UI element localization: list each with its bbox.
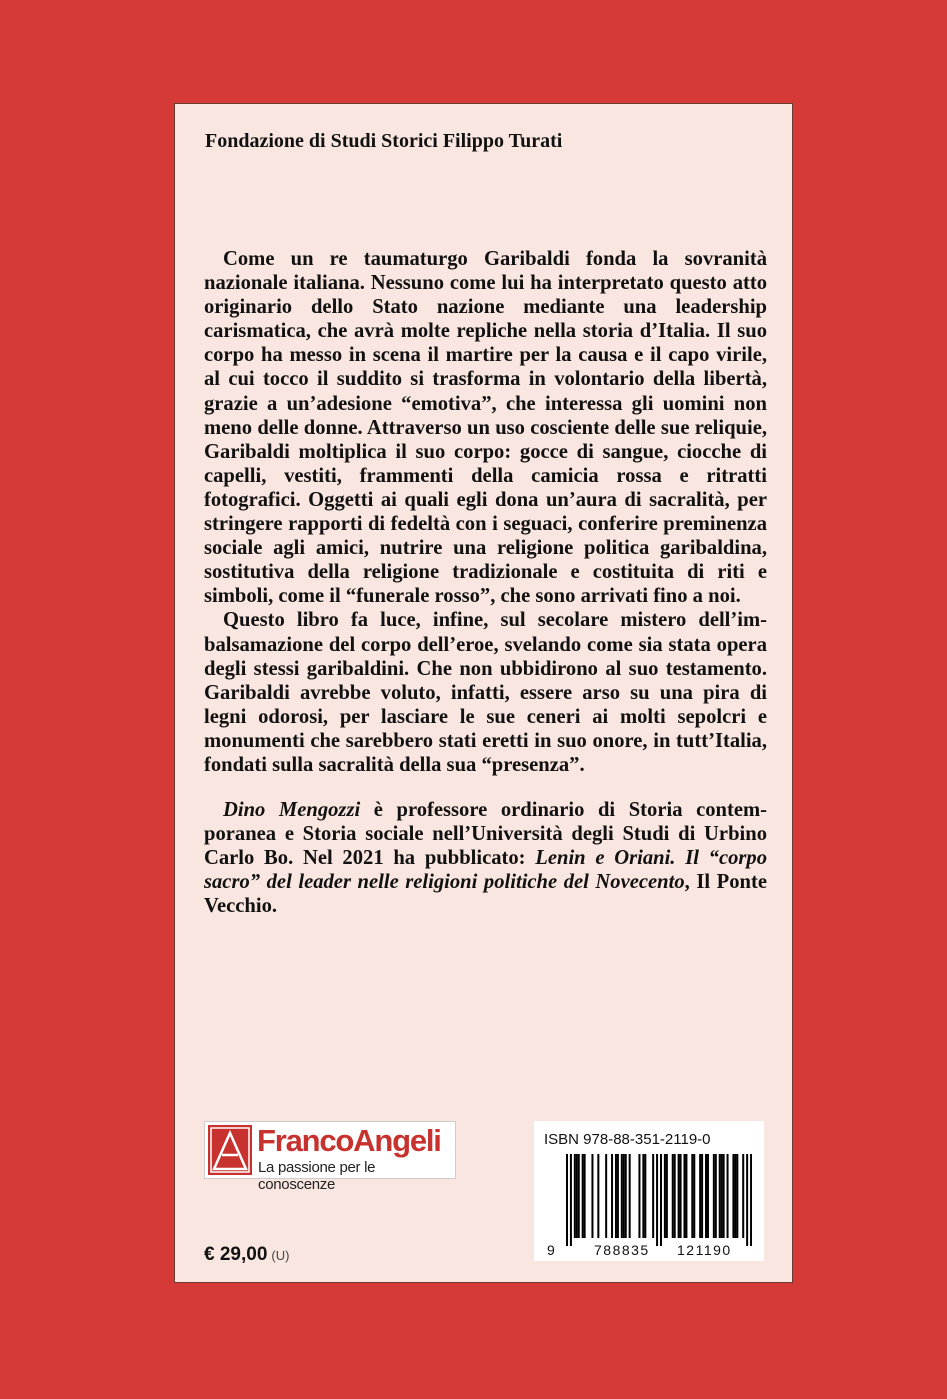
barcode-bar [674,1154,676,1238]
barcode-bar [723,1154,725,1238]
author-name: Dino Mengozzi [223,799,361,822]
barcode-bar [672,1154,674,1238]
barcode-bar [642,1154,644,1238]
barcode-bar [570,1154,572,1246]
text-panel [174,103,793,1283]
barcode-bar [742,1154,744,1238]
barcode-bar [701,1154,703,1238]
barcode-bar [678,1154,680,1238]
author-bio [204,798,767,918]
barcode-box [534,1121,764,1261]
blurb-paragraph-2: Questo libro fa luce, infine, sul secolare mistero dell’imbalsamazione del corpo dell’eroe, svelando come sia stata opera degli stessi garibaldini. Che non ubbidirono al suo testamento. Garibaldi avrebbe voluto, infatti, essere arso su una pira di legni odorosi, per lasciare le sue ceneri ai molti sepolcri e monumenti che sarebbero stati eretti in suo onore, in tutt’Italia, fondati sulla sacralità della sua “presenza”. [204,609,767,776]
author-bio-text-2: , Il Ponte Vecchio. [204,871,767,918]
barcode-bar [615,1154,617,1238]
barcode-bar [582,1154,584,1238]
blurb-paragraph-1: Come un re taumaturgo Garibaldi fonda la sovranità nazionale italiana. Nessuno come lui ha interpretato questo atto originario dello Stato nazione mediante una leadership carismatica, che avrà molte repliche nella storia d’Italia. Il suo corpo ha messo in scena il martire per la causa e il capo virile, al cui tocco il suddito si trasforma in volontario della libertà, grazie a un’adesione “emotiva”, che interessa gli uomini non meno delle donne. Attraverso un uso cosciente delle sue reliquie, Garibaldi moltiplica il suo corpo: gocce di sangue, ciocche di capelli, vestiti, frammenti della camicia rossa e ritratti fotografici. Oggetti ai quali egli dona un’aura di sacralità, per stringere rapporti di fedeltà con i seguaci, conferire preminenza sociale agli amici, nutrire una religione politica garibaldina, sostitutiva della religione tradizionale e costituita di riti e simboli, come il “funerale rosso”, che sono arrivati fino a noi. [204,248,767,608]
barcode-bar [693,1154,695,1238]
price-code: (U) [271,1248,290,1263]
price [204,1244,289,1266]
barcode-bar [566,1154,568,1246]
author-book-title: Lenin e Oriani. Il “corpo sacro” del leader nelle religioni politiche del Novecento [204,847,768,894]
barcode-bar [652,1154,654,1238]
ean-left-digits: 788835 [594,1242,650,1258]
barcode-bar [666,1154,668,1238]
publisher-name: FrancoAngeli [257,1123,441,1158]
barcode-bar [584,1154,586,1238]
publisher-tagline: La passione per le conoscenze [258,1159,376,1193]
foundation-name: Fondazione di Studi Storici Filippo Turati [205,130,563,152]
barcode-bar [713,1154,715,1238]
barcode-bar [576,1154,578,1238]
author-bio-text-1: è professore ordinario di Storia contemporanea e Storia sociale nell’Università degli Studi di Urbino Carlo Bo. Nel 2021 ha pubblicato: [204,799,767,870]
barcode-bar [656,1154,658,1246]
barcode-bar [617,1154,619,1238]
ean-right-digits: 121190 [677,1242,732,1258]
barcode-bar [707,1154,709,1238]
publisher-logo [204,1121,456,1193]
barcode-bar [732,1154,734,1238]
barcode-bar [705,1154,707,1238]
barcode-bar [574,1154,576,1238]
barcode-bar [736,1154,738,1238]
barcode-bar [638,1154,640,1238]
barcode-bar [605,1154,607,1238]
ean-first-digit: 9 [547,1242,555,1258]
barcode-bar [625,1154,627,1238]
barcode-bar [611,1154,613,1238]
barcode-bar [578,1154,580,1238]
barcode-bar [680,1154,682,1238]
barcode-bar [591,1154,593,1238]
barcode-bar [629,1154,631,1238]
barcode-bar [715,1154,717,1238]
barcode-bar [734,1154,736,1238]
barcode-bar [623,1154,625,1238]
barcode-bar [644,1154,646,1238]
barcode-icon [566,1154,752,1246]
barcode-bar [685,1154,687,1238]
barcode-bar [750,1154,752,1246]
barcode-bar [664,1154,666,1238]
price-amount: € 29,00 [204,1244,268,1265]
blurb [204,247,767,919]
barcode-bar [683,1154,685,1238]
barcode-bar [727,1154,729,1238]
publisher-triangle-icon [208,1125,252,1175]
barcode-bar [719,1154,721,1238]
barcode-bar [699,1154,701,1238]
barcode-bar [721,1154,723,1238]
barcode-bar [660,1154,662,1246]
isbn-label: ISBN 978-88-351-2119-0 [544,1131,711,1148]
barcode-bar [597,1154,599,1238]
barcode-bar [746,1154,748,1246]
barcode-bar [691,1154,693,1238]
barcode-bar [621,1154,623,1238]
